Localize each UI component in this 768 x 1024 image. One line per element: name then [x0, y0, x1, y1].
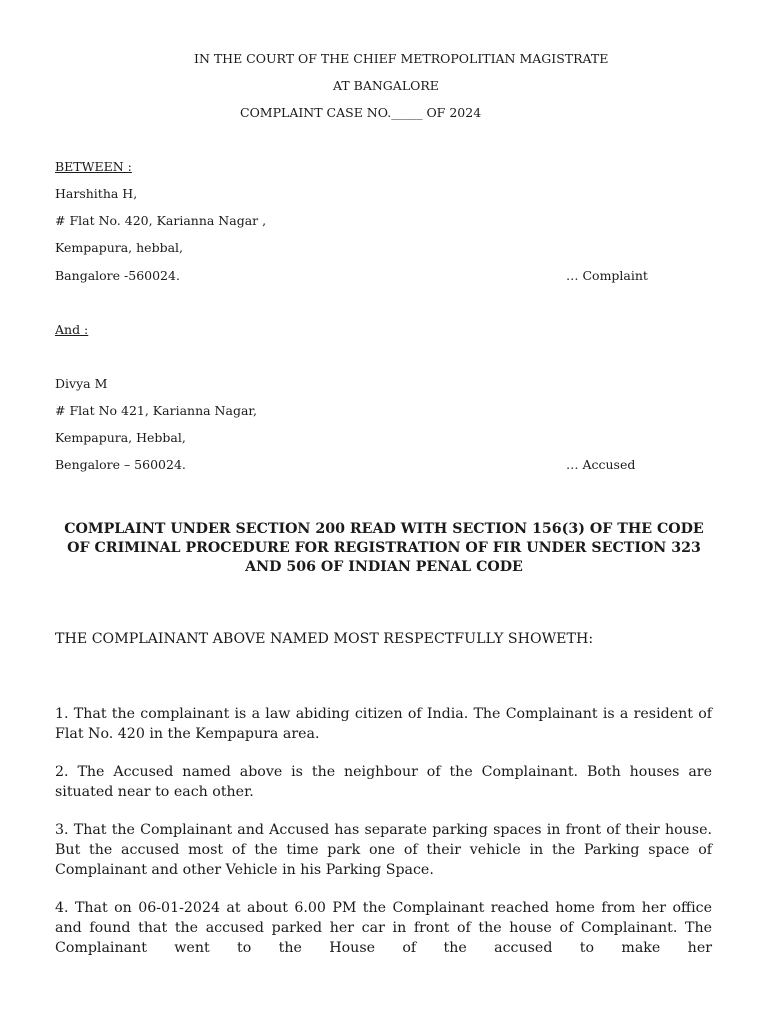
paragraph-2: 2. The Accused named above is the neighbour of the Complainant. Both houses are situated near to each other. [55, 764, 712, 800]
subject-line-2: OF CRIMINAL PROCEDURE FOR REGISTRATION OF FIR UNDER SECTION 323 [67, 540, 701, 556]
paragraph-1: 1. That the complainant is a law abiding citizen of India. The Complainant is a resident of Flat No. 420 in the Kempapura area. [55, 706, 712, 742]
subject-line-1: COMPLAINT UNDER SECTION 200 READ WITH SECTION 156(3) OF THE CODE [64, 521, 704, 537]
complainant-address-line2: Kempapura, hebbal, [55, 240, 184, 255]
complainant-name: Harshitha H, [55, 186, 138, 201]
court-heading: IN THE COURT OF THE CHIEF METROPOLITIAN MAGISTRATE [194, 51, 609, 66]
between-label: BETWEEN : [55, 159, 132, 174]
case-number: COMPLAINT CASE NO._____ OF 2024 [240, 105, 482, 120]
subject-line-3: AND 506 OF INDIAN PENAL CODE [245, 559, 523, 575]
accused-address-line2: Kempapura, Hebbal, [55, 430, 186, 445]
showeth-heading: THE COMPLAINANT ABOVE NAMED MOST RESPECTFULLY SHOWETH: [55, 631, 594, 647]
accused-role: … Accused [566, 457, 636, 472]
paragraph-4: 4. That on 06-01-2024 at about 6.00 PM the Complainant reached home from her office and found that the accused parked her car in front of the house of Complainant. The Complainant went to the House of the accused to make her [55, 900, 712, 956]
complainant-address-line1: # Flat No. 420, Karianna Nagar , [55, 213, 267, 228]
paragraph-3: 3. That the Complainant and Accused has separate parking spaces in front of their house. But the accused most of the time park one of their vehicle in the Parking space of Complainant and other Vehicle in his Parking Space. [55, 822, 712, 878]
complainant-address-line3: Bangalore -560024. [55, 268, 180, 283]
complaint-subject [55, 520, 713, 577]
complainant-role: … Complaint [566, 268, 648, 283]
accused-name: Divya M [55, 376, 108, 391]
and-label: And : [55, 322, 89, 337]
court-location: AT BANGALORE [333, 78, 439, 93]
accused-address-line1: # Flat No 421, Karianna Nagar, [55, 403, 257, 418]
accused-address-line3: Bengalore – 560024. [55, 457, 186, 472]
